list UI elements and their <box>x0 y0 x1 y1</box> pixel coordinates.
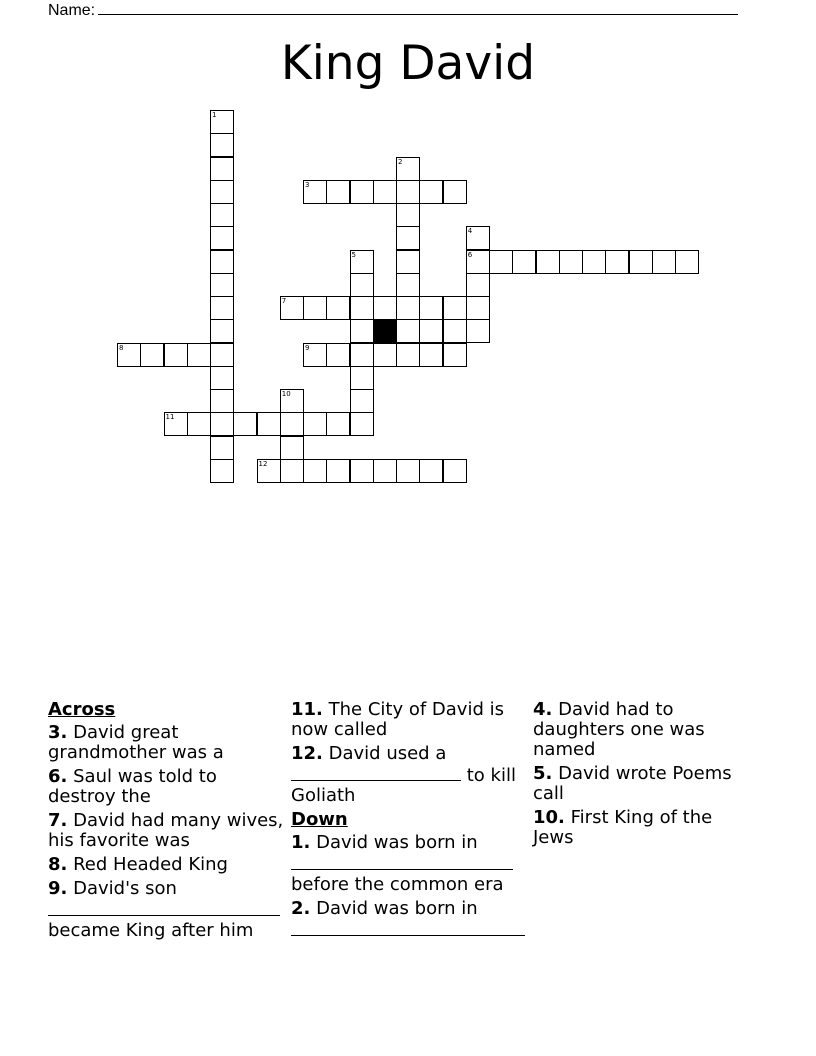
grid-cell[interactable] <box>396 157 420 181</box>
grid-cell[interactable] <box>326 296 350 320</box>
clue-number: 3 <box>305 180 310 189</box>
clue-across-9: 9. David's son became King after him <box>48 879 284 941</box>
grid-cell[interactable] <box>582 250 606 274</box>
grid-cell[interactable] <box>373 343 397 367</box>
clue-across-6: 6. Saul was told to destroy the <box>48 766 217 807</box>
across-heading: Across <box>48 699 116 720</box>
grid-cell[interactable] <box>559 250 583 274</box>
grid-cell[interactable] <box>466 319 490 343</box>
grid-cell[interactable] <box>210 319 234 343</box>
grid-cell[interactable] <box>164 343 188 367</box>
grid-cell[interactable] <box>443 343 467 367</box>
grid-cell[interactable] <box>350 389 374 413</box>
answer-blank <box>291 853 513 870</box>
grid-cell[interactable] <box>280 412 304 436</box>
grid-cell[interactable] <box>350 296 374 320</box>
grid-cell[interactable] <box>350 180 374 204</box>
down-heading: Down <box>291 809 348 830</box>
grid-cell[interactable] <box>396 343 420 367</box>
grid-cell[interactable] <box>443 296 467 320</box>
clue-down-10: 10. First King of the Jews <box>533 807 713 848</box>
grid-cell[interactable] <box>419 319 443 343</box>
grid-cell[interactable] <box>187 412 211 436</box>
grid-cell[interactable] <box>443 459 467 483</box>
grid-cell[interactable] <box>210 436 234 460</box>
grid-cell[interactable] <box>210 366 234 390</box>
clue-down-2: 2. David was born in <box>291 899 523 941</box>
grid-cell[interactable] <box>140 343 164 367</box>
clue-down-5: 5. David wrote Poems call <box>533 763 732 804</box>
grid-cell[interactable] <box>629 250 653 274</box>
answer-blank <box>48 899 280 916</box>
clue-across-3: 3. David great grandmother was a <box>48 722 224 763</box>
clue-number: 4 <box>467 227 473 236</box>
grid-cell[interactable] <box>210 296 234 320</box>
clue-number: 6 <box>467 250 473 259</box>
grid-cell[interactable] <box>396 203 420 227</box>
name-label: Name: <box>48 2 96 19</box>
grid-cell[interactable] <box>419 459 443 483</box>
grid-cell[interactable] <box>326 343 350 367</box>
grid-cell[interactable] <box>350 343 374 367</box>
grid-cell[interactable] <box>373 459 397 483</box>
grid-cell[interactable] <box>117 343 141 367</box>
grid-cell[interactable] <box>280 436 304 460</box>
grid-cell[interactable] <box>443 180 467 204</box>
clue-across-11: 11. The City of David is now called <box>291 699 504 740</box>
clue-number: 7 <box>281 297 287 305</box>
grid-cell[interactable] <box>396 459 420 483</box>
grid-cell[interactable] <box>350 250 374 274</box>
grid-cell[interactable] <box>350 366 374 390</box>
grid-cell[interactable] <box>466 250 490 274</box>
clue-number: 8 <box>119 343 124 352</box>
grid-cell[interactable] <box>210 273 234 297</box>
grid-cell[interactable] <box>396 180 420 204</box>
grid-cell[interactable] <box>326 412 350 436</box>
answer-blank <box>291 919 525 936</box>
grid-cell[interactable] <box>373 180 397 204</box>
grid-cell[interactable] <box>210 459 234 483</box>
page-title: King David <box>280 36 536 91</box>
grid-cell[interactable] <box>280 389 304 413</box>
clue-across-12: 12. David used a to kill Goliath <box>291 743 516 806</box>
grid-cell[interactable] <box>605 250 629 274</box>
grid-cell[interactable] <box>257 459 281 483</box>
grid-cell[interactable] <box>187 343 211 367</box>
clue-number: 9 <box>305 343 310 352</box>
grid-cell[interactable] <box>210 226 234 250</box>
grid-cell[interactable] <box>210 133 234 157</box>
grid-cell[interactable] <box>210 110 234 134</box>
crossword-grid <box>0 0 816 500</box>
clue-number: 2 <box>398 157 403 166</box>
clue-number: 5 <box>351 250 356 259</box>
grid-cell[interactable] <box>466 226 490 250</box>
grid-cell[interactable] <box>280 296 304 320</box>
grid-cell[interactable] <box>210 203 234 227</box>
grid-cell[interactable] <box>350 273 374 297</box>
clue-across-7: 7. David had many wives, his favorite was <box>48 810 284 851</box>
grid-cell[interactable] <box>210 250 234 274</box>
black-square <box>373 319 397 343</box>
grid-cell[interactable] <box>303 180 327 204</box>
grid-cell[interactable] <box>350 412 374 436</box>
grid-cell[interactable] <box>210 180 234 204</box>
grid-cell[interactable] <box>419 180 443 204</box>
grid-cell[interactable] <box>512 250 536 274</box>
clue-number: 1 <box>212 111 217 119</box>
grid-cell[interactable] <box>466 296 490 320</box>
grid-cell[interactable] <box>326 180 350 204</box>
grid-cell[interactable] <box>303 412 327 436</box>
clue-number: 11 <box>165 413 175 422</box>
grid-cell[interactable] <box>373 296 397 320</box>
answer-blank <box>291 764 461 781</box>
grid-cell[interactable] <box>210 389 234 413</box>
grid-cell[interactable] <box>396 273 420 297</box>
grid-cell[interactable] <box>396 226 420 250</box>
clue-number: 12 <box>258 459 268 468</box>
grid-cell[interactable] <box>536 250 560 274</box>
grid-cell[interactable] <box>466 273 490 297</box>
clue-across-8: 8. Red Headed King <box>48 854 228 875</box>
grid-cell[interactable] <box>233 412 257 436</box>
grid-cell[interactable] <box>210 343 234 367</box>
grid-cell[interactable] <box>350 319 374 343</box>
grid-cell[interactable] <box>210 412 234 436</box>
grid-cell[interactable] <box>396 319 420 343</box>
grid-cell[interactable] <box>326 459 350 483</box>
grid-cell[interactable] <box>419 296 443 320</box>
grid-cell[interactable] <box>419 343 443 367</box>
grid-cell[interactable] <box>303 343 327 367</box>
grid-cell[interactable] <box>303 296 327 320</box>
clue-column-2 <box>291 700 523 945</box>
clue-column-3 <box>533 700 743 852</box>
grid-cell[interactable] <box>164 412 188 436</box>
grid-cell[interactable] <box>489 250 513 274</box>
clue-down-1: 1. David was born in before the common era <box>291 833 523 895</box>
grid-cell[interactable] <box>303 459 327 483</box>
grid-cell[interactable] <box>280 459 304 483</box>
grid-cell[interactable] <box>652 250 676 274</box>
grid-cell[interactable] <box>675 250 699 274</box>
grid-cell[interactable] <box>396 250 420 274</box>
grid-cell[interactable] <box>257 412 281 436</box>
grid-cell[interactable] <box>396 296 420 320</box>
clue-column-1 <box>48 700 284 945</box>
grid-cell[interactable] <box>210 157 234 181</box>
grid-cell[interactable] <box>350 459 374 483</box>
grid-cell[interactable] <box>443 319 467 343</box>
clue-number: 10 <box>281 390 291 398</box>
clue-down-4: 4. David had to daughters one was named <box>533 699 705 760</box>
